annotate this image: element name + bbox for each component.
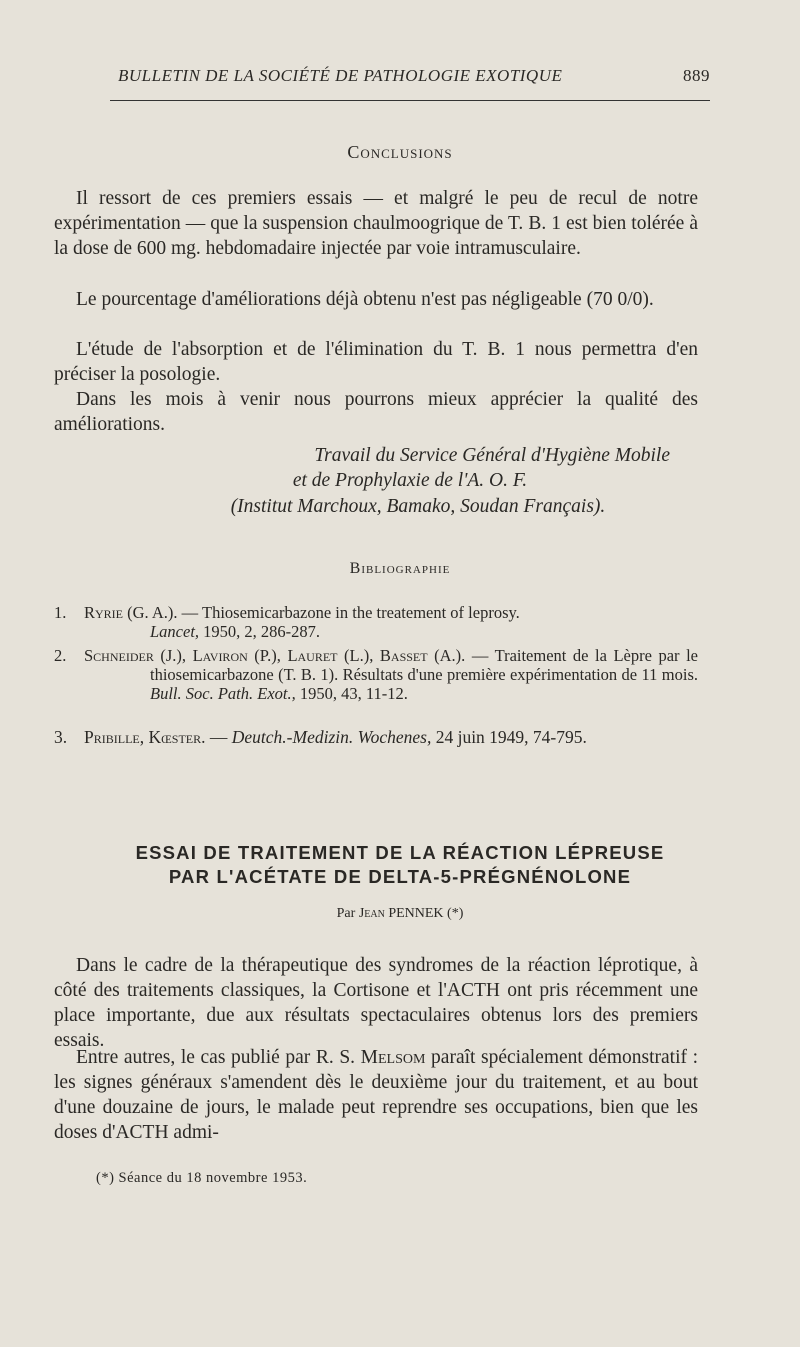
entry-reference: 24 juin 1949, 74-795. (431, 727, 587, 747)
entry-authors: Pribille, Kœster. (84, 727, 206, 747)
cited-author-melsom: Melsom (360, 1047, 426, 1068)
conclusions-heading: Conclusions (347, 142, 453, 162)
entry-title: — (205, 727, 232, 747)
entry-number: 3. (54, 727, 68, 747)
bibliography-entry-2 (54, 646, 698, 703)
conclusions-paragraph-3: L'étude de l'absorption et de l'élimination du T. B. 1 nous permettra d'en préciser la posologie. (54, 339, 698, 385)
article-title-line-1: ESSAI DE TRAITEMENT DE LA RÉACTION LÉPREUSE (135, 842, 665, 863)
conclusions-paragraph-2: Le pourcentage d'améliorations déjà obtenu n'est pas négligeable (70 0/0). (76, 289, 654, 310)
entry-number: 2. (54, 646, 67, 665)
article-paragraph-2 (54, 1045, 698, 1145)
entry-journal: Bull. Soc. Path. Exot., (150, 684, 296, 703)
footnote: (*) Séance du 18 novembre 1953. (96, 1170, 308, 1186)
signature-line-1: Travail du Service Général d'Hygiène Mobile (314, 445, 670, 466)
bibliography-entry-1 (54, 603, 698, 641)
article-title-line-2: PAR L'ACÉTATE DE DELTA-5-PRÉGNÉNOLONE (168, 866, 632, 887)
entry-journal: Deutch.-Medizin. Wochenes, (231, 727, 432, 747)
entry-reference: 1950, 2, 286-287. (199, 622, 321, 641)
entry-title: — Traitement de la Lèpre par le thiosemicarbazone (T. B. 1). Résultats d'une première expérimentation de 11 mois. (150, 646, 699, 684)
header-rule (110, 100, 710, 101)
author-prefix: Par (336, 906, 356, 921)
entry-title: — Thiosemicarbazone in the treatement of leprosy. (177, 603, 520, 622)
entry-number: 1. (54, 603, 67, 622)
entry-journal: Lancet, (150, 622, 200, 641)
signature-line-3: (Institut Marchoux, Bamako, Soudan Français). (230, 496, 606, 517)
entry-authors: Schneider (J.), Laviron (P.), Lauret (L.), Basset (A.). (84, 646, 466, 665)
running-title: BULLETIN DE LA SOCIÉTÉ DE PATHOLOGIE EXOTIQUE (118, 66, 563, 85)
conclusions-paragraph-1: Il ressort de ces premiers essais — et malgré le peu de recul de notre expérimentation — que la suspension chaulmoogrique de T. B. 1 est bien tolérée à la dose de 600 mg. hebdomadaire injectée par voie intramusculaire. (54, 188, 698, 259)
paragraph-2-start: Entre autres, le cas publié par R. S. (76, 1047, 361, 1068)
author-first-name: Jean (358, 906, 385, 921)
article-paragraph-1: Dans le cadre de la thérapeutique des syndromes de la réaction léprotique, à côté des traitements classiques, la Cortisone et l'ACTH ont pris récemment une place importante, due aux résultats spectaculaires obtenus lors des premiers essais. (54, 955, 698, 1051)
entry-authors: Ryrie (G. A.). (84, 603, 178, 622)
running-header (118, 66, 710, 92)
bibliography-heading: Bibliographie (349, 560, 451, 577)
author-last-name: PENNEK (*) (388, 906, 464, 921)
bibliography-entry-3 (54, 728, 698, 747)
paragraph-2-rest: paraît spécialement démonstratif : les signes généraux s'amendent dès le deuxième jour du traitement, et au bout d'une douzaine de jours, le malade peut reprendre ses occupations, bien que les doses d'ACTH admi- (54, 1047, 698, 1143)
article-author (0, 906, 800, 922)
signature-line-2: et de Prophylaxie de l'A. O. F. (292, 470, 528, 491)
entry-reference: 1950, 43, 11-12. (295, 684, 408, 703)
page-number: 889 (683, 66, 710, 85)
conclusions-paragraph-4: Dans les mois à venir nous pourrons mieux apprécier la qualité des améliorations. (54, 389, 698, 435)
